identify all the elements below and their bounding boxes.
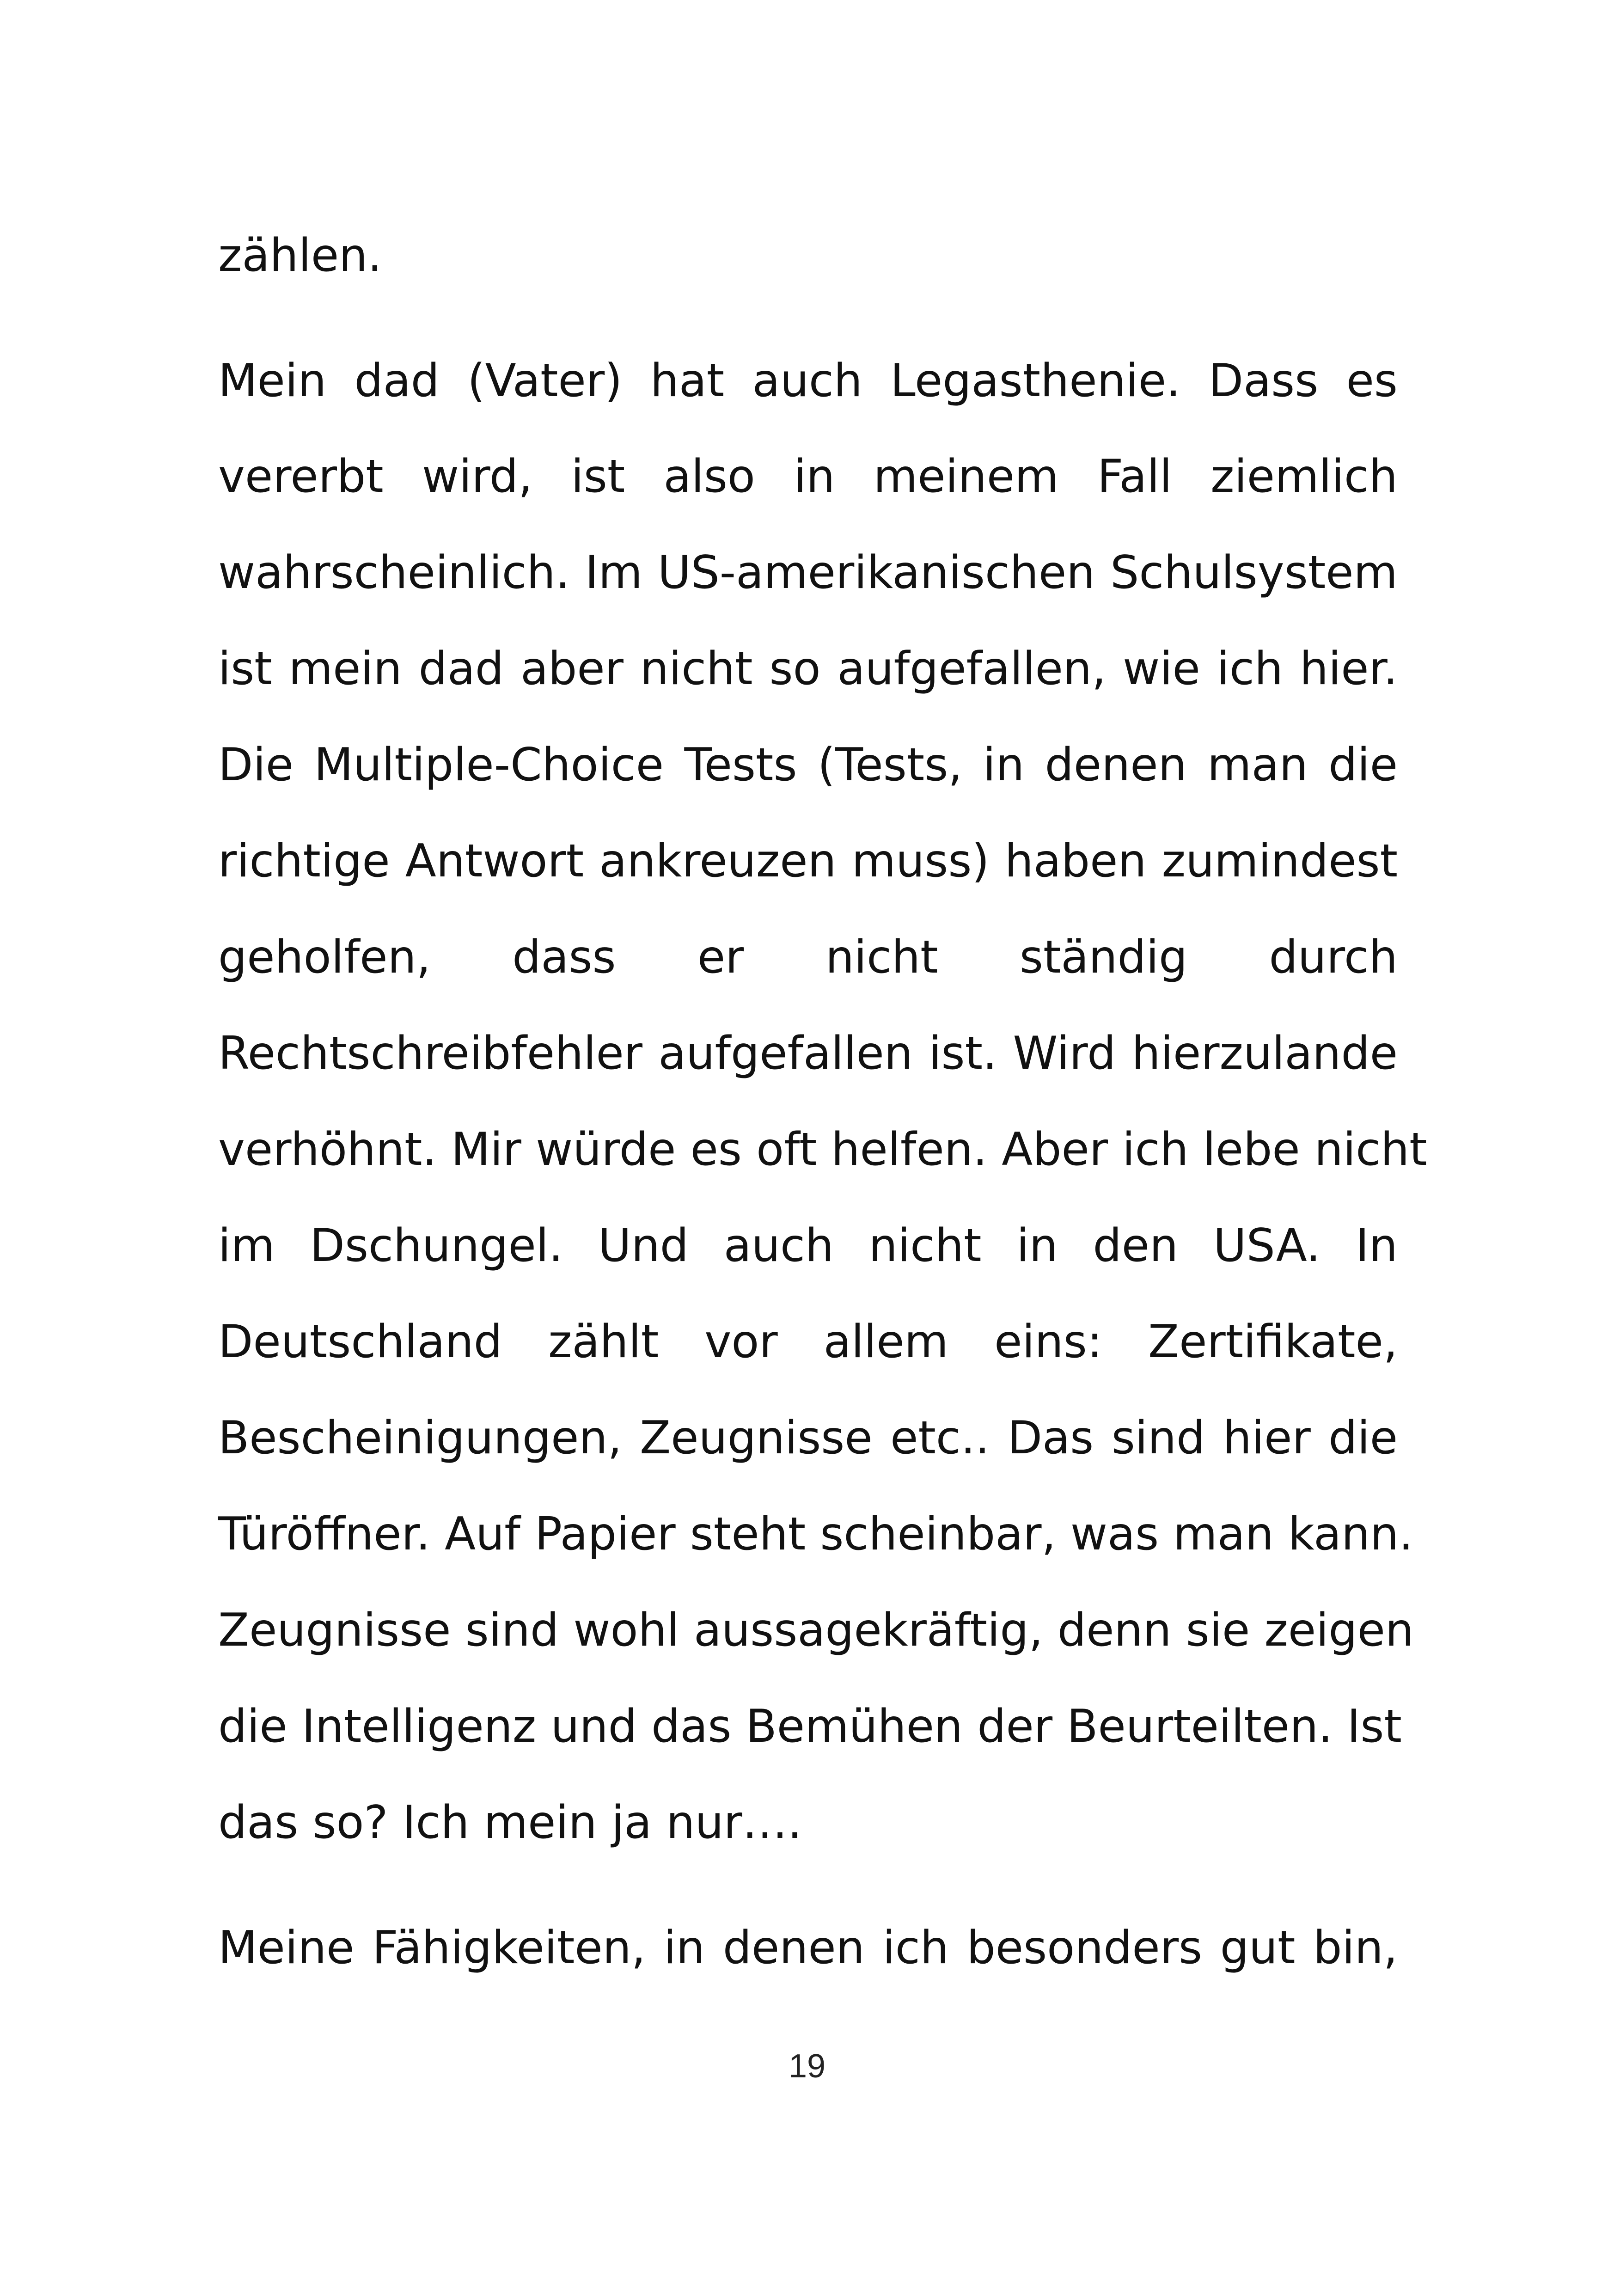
text-line: im Dschungel. Und auch nicht in den USA. In xyxy=(218,1219,1398,1272)
page-number: 19 xyxy=(788,2048,826,2085)
text-line: verhöhnt. Mir würde es oft helfen. Aber ich lebe nicht xyxy=(218,1123,1427,1176)
text-line: das so? Ich mein ja nur…. xyxy=(218,1796,802,1849)
text-line: Zeugnisse sind wohl aussagekräftig, denn sie zeigen xyxy=(218,1604,1414,1657)
text-line: Mein dad (Vater) hat auch Legasthenie. Dass es xyxy=(218,355,1398,407)
text-line: Meine Fähigkeiten, in denen ich besonders gut bin, xyxy=(218,1922,1398,1974)
text-line: geholfen, dass er nicht ständig durch xyxy=(218,931,1398,984)
text-line: ist mein dad aber nicht so aufgefallen, wie ich hier. xyxy=(218,643,1398,695)
text-line: Rechtschreibfehler aufgefallen ist. Wird hierzulande xyxy=(218,1027,1398,1080)
text-line: Türöffner. Auf Papier steht scheinbar, was man kann. xyxy=(218,1508,1413,1561)
text-line: Die Multiple-Choice Tests (Tests, in denen man die xyxy=(218,739,1398,791)
text-line: die Intelligenz und das Bemühen der Beurteilten. Ist xyxy=(218,1700,1402,1753)
text-line: wahrscheinlich. Im US-amerikanischen Schulsystem xyxy=(218,546,1398,599)
text-line: richtige Antwort ankreuzen muss) haben zumindest xyxy=(218,835,1398,888)
text-line: vererbt wird, ist also in meinem Fall ziemlich xyxy=(218,450,1398,503)
text-line: Deutschland zählt vor allem eins: Zertifikate, xyxy=(218,1316,1398,1368)
text-line: Bescheinigungen, Zeugnisse etc.. Das sind hier die xyxy=(218,1412,1398,1464)
text-line: zählen. xyxy=(218,229,382,282)
